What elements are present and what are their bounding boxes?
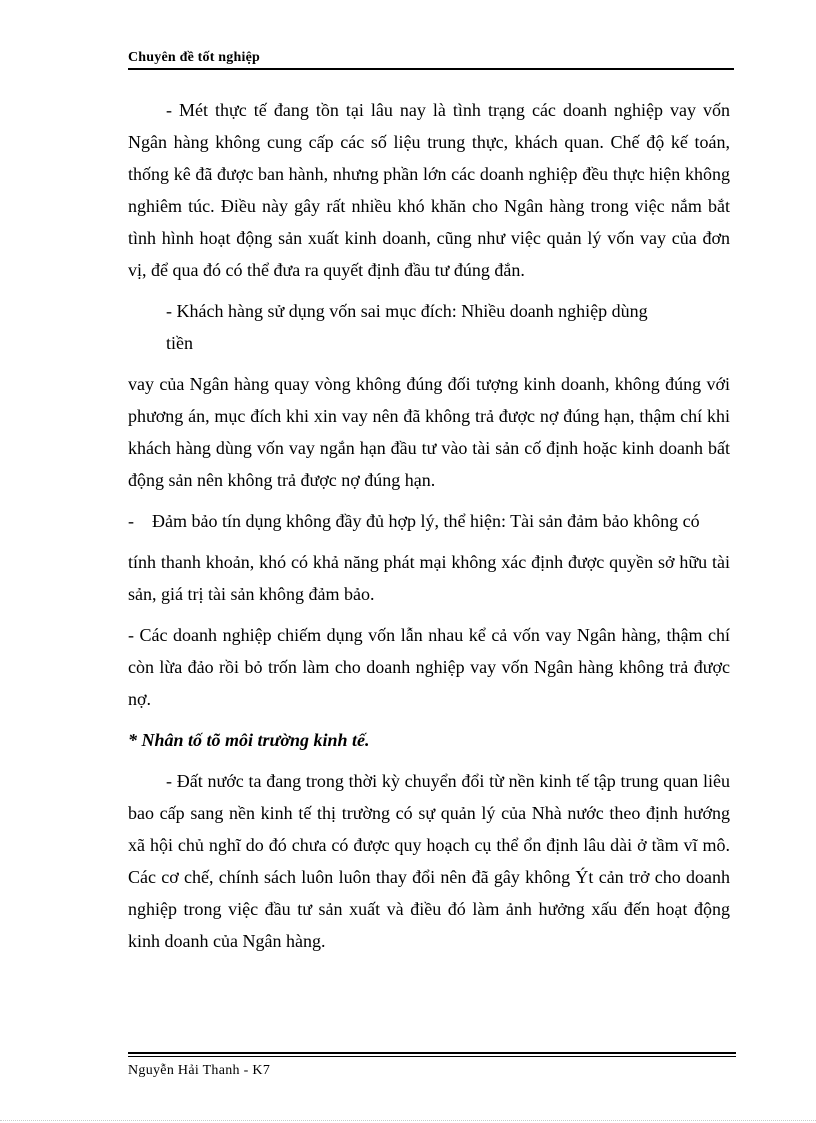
paragraph-2-start: - Khách hàng sử dụng vốn sai mục đích: Nhiều doanh nghiệp dùng [166,301,648,321]
footer-author: Nguyễn Hải Thanh - K7 [128,1063,271,1078]
paragraph-2-wrap: tiền [166,333,193,353]
page-edge-divider [0,1120,816,1121]
paragraph-3-item [128,505,730,537]
footer-rule-thick [128,1052,736,1054]
paragraph-2-continued: vay của Ngân hàng quay vòng không đúng đối tượng kinh doanh, không đúng với phương án, mục đích khi xin vay nên đã không trả được nợ đúng hạn, thậm chí khi khách hàng dùng vốn vay ngắn hạn đầu tư vào tài sản cố định hoặc kinh doanh bất động sản nên không trả được nợ đúng hạn. [128,374,730,490]
header-rule [128,68,734,70]
paragraph-5: - Đất nước ta đang trong thời kỳ chuyển đổi từ nền kinh tế tập trung quan liêu bao cấp sang nền kinh tế thị trường có sự quản lý của Nhà nước theo định hướng xã hội chủ nghĩ do đó chưa có được quy hoạch cụ thể ổn định lâu dài ở tầm vĩ mô. Các cơ chế, chính sách luôn luôn thay đổi nên đã gây không Ýt cản trở cho doanh nghiệp trong việc đầu tư sản xuất và điều đó làm ảnh hưởng xấu đến hoạt động kinh doanh của Ngân hàng. [128,771,730,951]
paragraph-3-start: Đảm bảo tín dụng không đầy đủ hợp lý, thể hiện: Tài sản đảm bảo không có [152,511,700,531]
paragraph-1: - Mét thực tế đang tồn tại lâu nay là tình trạng các doanh nghiệp vay vốn Ngân hàng không cung cấp các số liệu trung thực, khách quan. Chế độ kế toán, thống kê đã được ban hành, nhưng phần lớn các doanh nghiệp đều thực hiện không nghiêm túc. Điều này gây rất nhiều khó khăn cho Ngân hàng trong việc nắm bắt tình hình hoạt động sản xuất kinh doanh, cũng như việc quản lý vốn vay của đơn vị, để qua đó có thể đưa ra quyết định đầu tư đúng đắn. [128,100,730,280]
page-footer [128,1052,736,1079]
paragraph-3-continued: tính thanh khoản, khó có khả năng phát mại không xác định được quyền sở hữu tài sản, giá trị tài sản không đảm bảo. [128,552,730,604]
page-header [128,50,734,74]
header-title: Chuyên đề tốt nghiệp [128,50,260,65]
paragraph-4: - Các doanh nghiệp chiếm dụng vốn lẫn nhau kể cả vốn vay Ngân hàng, thậm chí còn lừa đảo rồi bỏ trốn làm cho doanh nghiệp vay vốn Ngân hàng không trả được nợ. [128,625,730,709]
document-body [128,94,730,957]
footer-rule-thin [128,1056,736,1057]
section-heading: * Nhân tố tõ môi trường kinh tế. [128,730,370,750]
list-dash: - [128,511,134,531]
